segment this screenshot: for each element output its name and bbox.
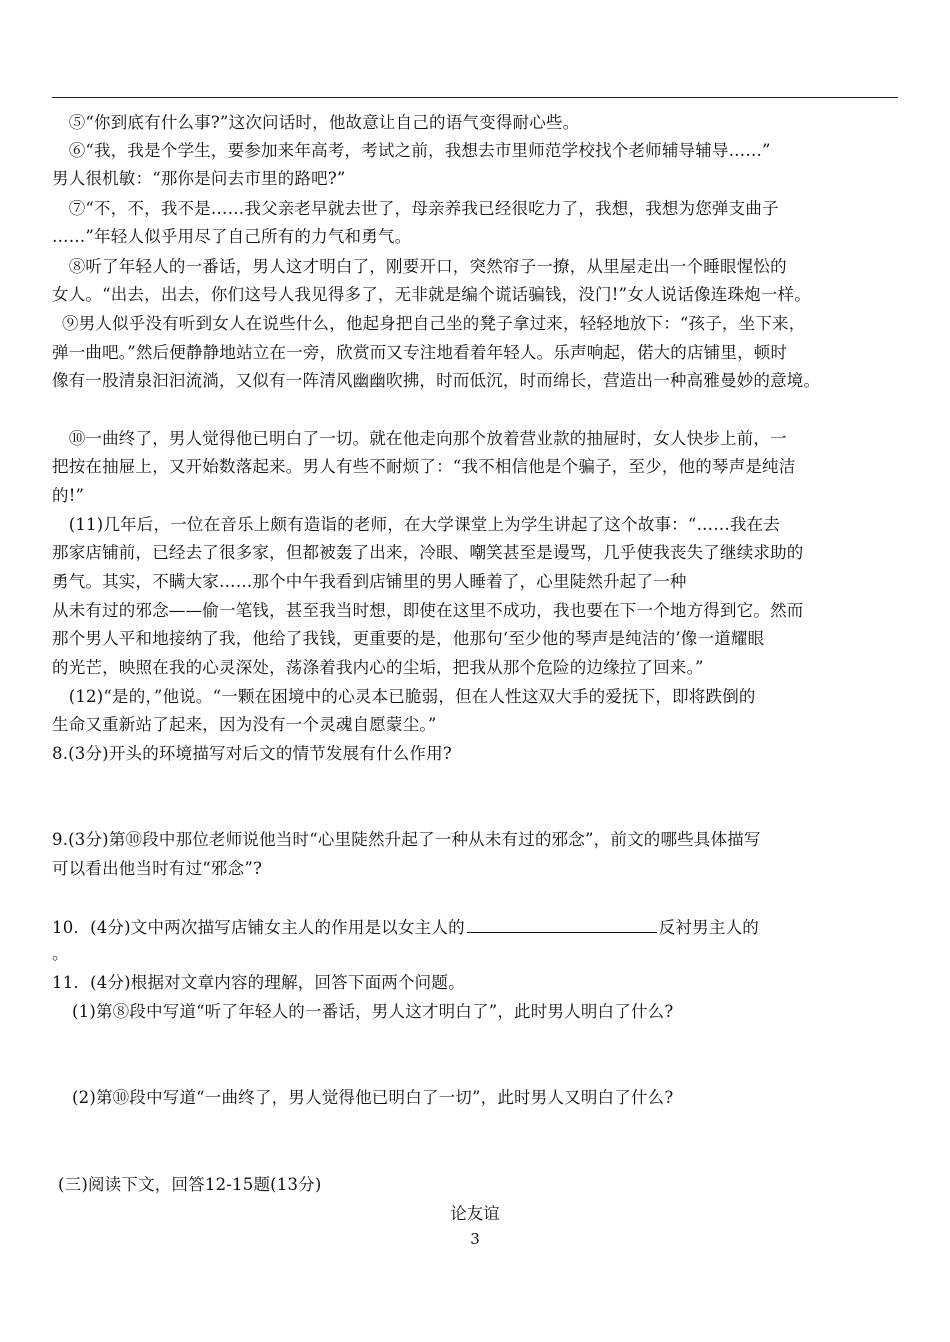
essay-title: 论友谊 bbox=[450, 1204, 500, 1223]
question-11-part-1: (1)第⑧段中写道“听了年轻人的一番话，男人这才明白了”，此时男人明白了什么? bbox=[72, 1002, 674, 1021]
para-8-line-1: ⑧听了年轻人的一番话，男人这才明白了，刚要开口，突然帘子一撩，从里屋走出一个睡眼惺忪的 bbox=[52, 257, 787, 276]
para-11-line-1: (11)几年后，一位在音乐上颇有造诣的老师，在大学课堂上为学生讲起了这个故事：“……我在去 bbox=[52, 515, 781, 534]
para-10-line-1: ⑩一曲终了，男人觉得他已明白了一切。就在他走向那个放着营业款的抽屉时，女人快步上前，一 bbox=[52, 429, 787, 448]
question-10-end: 。 bbox=[52, 944, 69, 963]
header-rule bbox=[52, 97, 898, 98]
para-11-line-6: 的光芒，映照在我的心灵深处，荡涤着我内心的尘垢，把我从那个危险的边缘拉了回来。” bbox=[52, 658, 704, 677]
question-9-line-2: 可以看出他当时有过“邪念”? bbox=[52, 859, 263, 878]
question-11-part-2: (2)第⑩段中写道“一曲终了，男人觉得他已明白了一切”，此时男人又明白了什么? bbox=[72, 1088, 674, 1107]
para-10-line-3: 的!” bbox=[52, 486, 85, 505]
question-8: 8.(3分)开头的环境描写对后文的情节发展有什么作用? bbox=[52, 744, 452, 763]
para-6-line-2: 男人很机敏：“那你是问去市里的路吧?” bbox=[52, 169, 346, 188]
question-9-line-1: 9.(3分)第⑩段中那位老师说他当时“心里陡然升起了一种从未有过的邪念”，前文的哪些具体描写 bbox=[52, 830, 761, 849]
answer-blank[interactable] bbox=[467, 918, 657, 933]
para-9-line-3: 像有一股清泉汩汩流淌，又似有一阵清风幽幽吹拂，时而低沉，时而绵长，营造出一种高雅曼妙的意境。 bbox=[52, 371, 821, 390]
page-number: 3 bbox=[470, 1230, 480, 1248]
para-7-line-1: ⑦“不，不，我不是……我父亲老早就去世了，母亲养我已经很吃力了，我想，我想为您弹支曲子 bbox=[52, 199, 779, 218]
para-9-line-1: ⑨男人似乎没有听到女人在说些什么，他起身把自己坐的凳子拿过来，轻轻地放下：“孩子，坐下来， bbox=[62, 314, 806, 333]
para-11-line-3: 勇气。其实，不瞒大家……那个中午我看到店铺里的男人睡着了，心里陡然升起了一种 bbox=[52, 572, 687, 591]
section-3-heading: (三)阅读下文，回答12-15题(13分) bbox=[58, 1175, 322, 1194]
para-12-line-1: (12)“是的，”他说。“一颗在困境中的心灵本已脆弱，但在人性这双大手的爱抚下，即将跌倒的 bbox=[52, 687, 756, 706]
para-11-line-2: 那家店铺前，已经去了很多家，但都被轰了出来，冷眼、嘲笑甚至是谩骂，几乎使我丧失了继续求助的 bbox=[52, 543, 804, 562]
para-12-line-2: 生命又重新站了起来，因为没有一个灵魂自愿蒙尘。” bbox=[52, 715, 437, 734]
para-9-line-2: 弹一曲吧。”然后便静静地站立在一旁，欣赏而又专注地看着年轻人。乐声响起，偌大的店铺里，顿时 bbox=[52, 343, 788, 362]
para-11-line-4: 从未有过的邪念——偷一笔钱，甚至我当时想，即使在这里不成功，我也要在下一个地方得到它。然而 bbox=[52, 601, 804, 620]
question-10-after: 反衬男主人的 bbox=[658, 918, 759, 937]
question-11-stem: 11．(4分)根据对文章内容的理解，回答下面两个问题。 bbox=[52, 973, 465, 992]
para-7-line-2: ……”年轻人似乎用尽了自己所有的力气和勇气。 bbox=[52, 227, 412, 246]
para-11-line-5: 那个男人平和地接纳了我，他给了我钱，更重要的是，他那句‘至少他的琴声是纯洁的’像一道耀眼 bbox=[52, 629, 765, 648]
para-10-line-2: 把按在抽屉上，又开始数落起来。男人有些不耐烦了：“我不相信他是个骗子，至少，他的琴声是纯洁 bbox=[52, 457, 796, 476]
para-8-line-2: 女人。“出去，出去，你们这号人我见得多了，无非就是编个谎话骗钱，没门!”女人说话像连珠炮一样。 bbox=[52, 285, 811, 304]
question-10-before: 10．(4分)文中两次描写店铺女主人的作用是以女主人的 bbox=[52, 918, 465, 937]
para-6-line-1: ⑥“我，我是个学生，要参加来年高考，考试之前，我想去市里师范学校找个老师辅导辅导……” bbox=[52, 141, 771, 160]
question-10 bbox=[52, 918, 902, 937]
para-5-line-1: ⑤“你到底有什么事?”这次问话时，他故意让自己的语气变得耐心些。 bbox=[52, 113, 580, 132]
